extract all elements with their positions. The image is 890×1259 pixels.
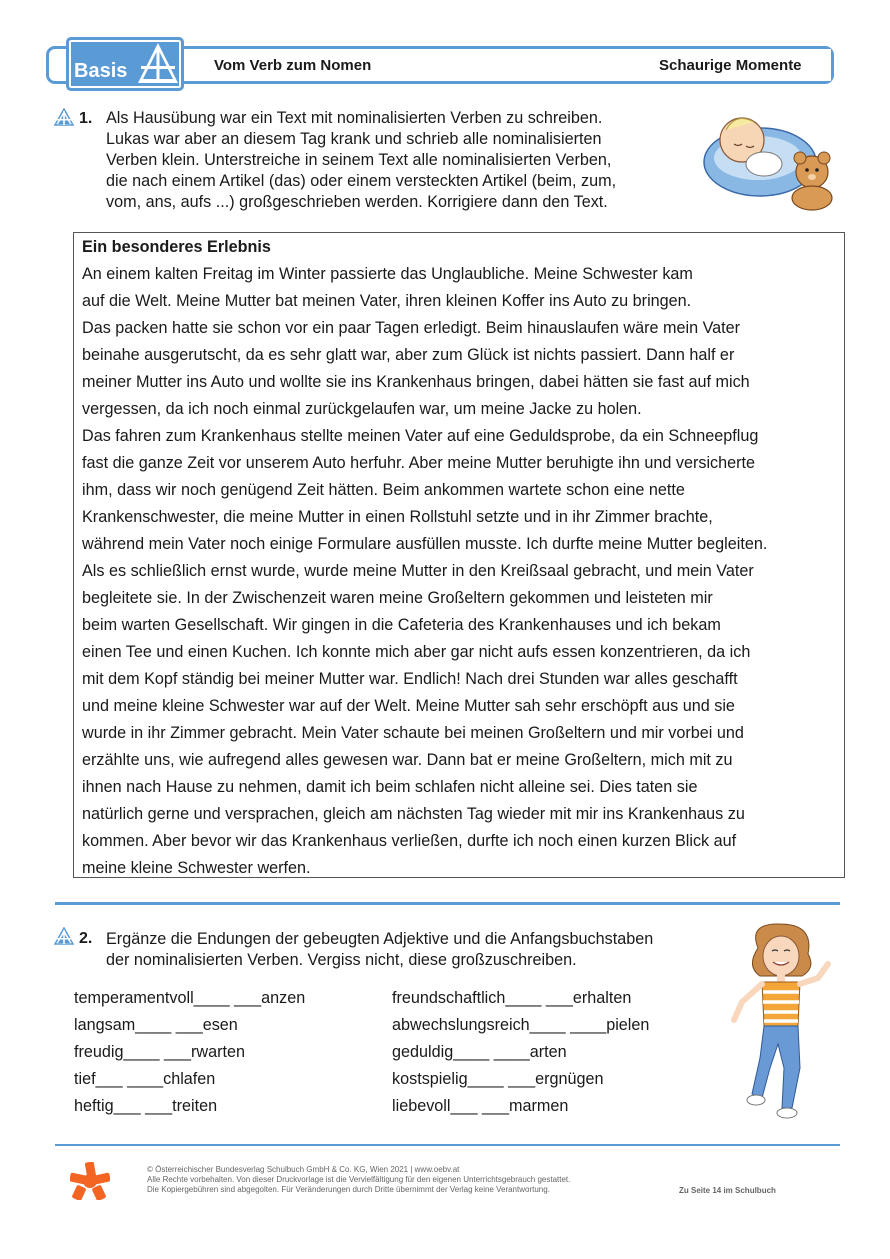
exercise-item: langsam____ ___esen (74, 1016, 238, 1034)
section-divider (55, 902, 840, 905)
story-line: fast die ganze Zeit vor unserem Auto herfuhr. Aber meine Mutter beruhigte ihn und versicherte (82, 454, 756, 472)
level-pyramid-icon (54, 108, 74, 126)
level-pyramid-icon (136, 40, 180, 86)
copyright-notice (147, 1165, 570, 1195)
exercise-item: geduldig____ ____arten (392, 1043, 567, 1061)
task1-number: 1. (79, 110, 93, 127)
story-line: wurde in ihr Zimmer gebracht. Mein Vater schaute bei meinen Großeltern und mir vorbei und (82, 724, 744, 742)
level-pyramid-icon (54, 927, 74, 945)
story-line: beim warten Gesellschaft. Wir gingen in die Cafeteria des Krankenhauses und ich bekam (82, 616, 721, 634)
story-line: Das packen hatte sie schon vor ein paar Tagen erledigt. Beim hinauslaufen wäre mein Vater (82, 319, 741, 337)
basis-label: Basis (74, 60, 128, 82)
story-line: Das fahren zum Krankenhaus stellte meinen Vater auf eine Geduldsprobe, da ein Schneepflug (82, 427, 759, 445)
instruction-line: vom, ans, aufs ...) großgeschrieben werden. Korrigiere dann den Text. (106, 193, 608, 211)
instruction-line: der nominalisierten Verben. Vergiss nicht, diese großzuschreiben. (106, 951, 577, 969)
story-line: meiner Mutter ins Auto und wollte sie ins Krankenhaus bringen, dabei hätten sie fast auf mich (82, 373, 750, 391)
story-line: während mein Vater noch einige Formulare ausfüllen musste. Ich durfte meine Mutter begleiten. (82, 535, 768, 553)
instruction-line: Verben klein. Unterstreiche in seinem Text alle nominalisierten Verben, (106, 151, 612, 169)
story-line: meine kleine Schwester werfen. (82, 859, 311, 877)
story-title: Ein besonderes Erlebnis (82, 238, 271, 256)
dancing-girl-illustration (728, 918, 833, 1123)
task2-number: 2. (79, 930, 93, 947)
story-line: mit dem Kopf ständig bei meiner Mutter war. Endlich! Nach drei Stunden war alles geschafft (82, 670, 738, 688)
story-line: erzählte uns, wie aufregend alles gewesen war. Dann bat er meine Großeltern, mich mit zu (82, 751, 733, 769)
story-line: ihm, dass wir noch genügend Zeit hätten. Beim ankommen wartete schon eine nette (82, 481, 685, 499)
task1-instructions (106, 108, 616, 213)
story-line: natürlich gerne und versprachen, gleich am nächsten Tag wieder mit mir ins Krankenhaus zu (82, 805, 745, 823)
exercise-item: abwechslungsreich____ ____pielen (392, 1016, 650, 1034)
story-line: einen Tee und einen Kuchen. Ich konnte mich aber gar nicht aufs essen konzentrieren, da ich (82, 643, 751, 661)
exercise-item: kostspielig____ ___ergnügen (392, 1070, 604, 1088)
story-line: An einem kalten Freitag im Winter passierte das Unglaubliche. Meine Schwester kam (82, 265, 693, 283)
exercise-item: freundschaftlich____ ___erhalten (392, 989, 632, 1007)
story-line: kommen. Aber bevor wir das Krankenhaus verließen, durfte ich noch einen kurzen Blick auf (82, 832, 737, 850)
story-line: Krankenschwester, die meine Mutter in einen Rollstuhl setzte und in ihr Zimmer brachte, (82, 508, 713, 526)
copyright-line: Die Kopiergebühren sind abgegolten. Für Veränderungen durch Dritte übernimmt der Verlag keine Verantwortung. (147, 1185, 550, 1194)
footer-divider (55, 1144, 840, 1146)
story-line: beinahe ausgerutscht, da es sehr glatt war, aber zum Glück ist nichts passiert. Dann half er (82, 346, 735, 364)
story-line: Als es schließlich ernst wurde, wurde meine Mutter in den Kreißsaal gebracht, und mein Vater (82, 562, 754, 580)
copyright-line: Alle Rechte vorbehalten. Von dieser Druckvorlage ist die Vervielfältigung für den eigenen Unterrichtsgebrauch gestattet. (147, 1175, 571, 1184)
copyright-line: © Österreichischer Bundesverlag Schulbuch GmbH & Co. KG, Wien 2021 | www.oebv.at (147, 1165, 460, 1174)
exercise-item: freudig____ ___rwarten (74, 1043, 245, 1061)
story-line: auf die Welt. Meine Mutter bat meinen Vater, ihren kleinen Koffer ins Auto zu bringen. (82, 292, 692, 310)
instruction-line: Ergänze die Endungen der gebeugten Adjektive und die Anfangsbuchstaben (106, 930, 654, 948)
exercise-item: tief___ ____chlafen (74, 1070, 216, 1088)
sleeping-baby-illustration (700, 100, 845, 212)
schoolbook-reference: Zu Seite 14 im Schulbuch (679, 1186, 776, 1195)
exercise-item: temperamentvoll____ ___anzen (74, 989, 306, 1007)
worksheet-unit: Schaurige Momente (659, 57, 802, 74)
story-line: ihnen nach Hause zu nehmen, damit ich beim schlafen nicht alleine sei. Dies taten sie (82, 778, 698, 796)
story-line: und meine kleine Schwester war auf der Welt. Meine Mutter sah sehr erschöpft aus und sie (82, 697, 735, 715)
story-line: vergessen, da ich noch einmal zurückgelaufen war, um meine Jacke zu holen. (82, 400, 642, 418)
exercise-item: liebevoll___ ___marmen (392, 1097, 569, 1115)
story-line: begleitete sie. In der Zwischenzeit waren meine Großeltern gekommen und leisteten mir (82, 589, 713, 607)
instruction-line: Als Hausübung war ein Text mit nominalisierten Verben zu schreiben. (106, 109, 603, 127)
exercise-item: heftig___ ___treiten (74, 1097, 218, 1115)
task2-instructions (106, 929, 653, 971)
instruction-line: die nach einem Artikel (das) oder einem versteckten Artikel (beim, zum, (106, 172, 617, 190)
worksheet-topic: Vom Verb zum Nomen (214, 57, 372, 74)
instruction-line: Lukas war aber an diesem Tag krank und schrieb alle nominalisierten (106, 130, 602, 148)
oebv-logo-icon (70, 1162, 110, 1200)
